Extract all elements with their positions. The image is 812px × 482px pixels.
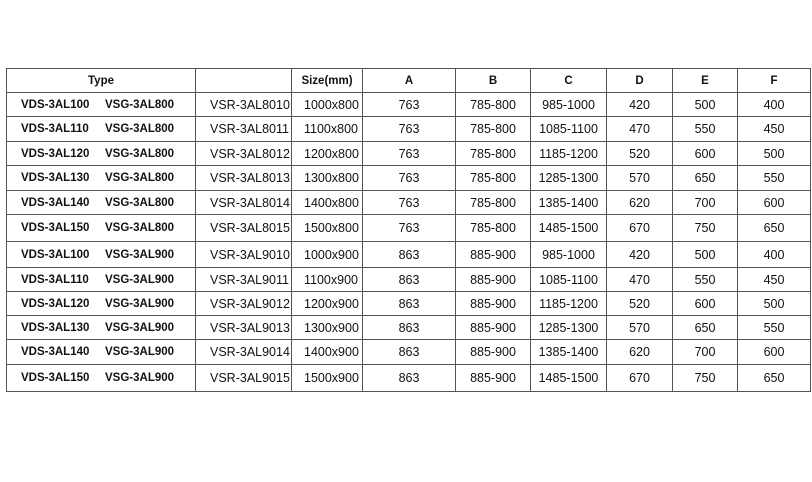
vsr-model: VSR-3AL8015 xyxy=(196,215,292,242)
e-value: 600 xyxy=(673,292,738,316)
header-e: E xyxy=(673,69,738,93)
e-value: 550 xyxy=(673,268,738,292)
size-value: 1200x800 xyxy=(292,142,363,166)
type-cell xyxy=(7,166,196,191)
size-value: 1500x900 xyxy=(292,365,363,392)
c-value: 1385-1400 xyxy=(531,340,607,365)
vds-model: VDS-3AL130 xyxy=(21,321,90,334)
e-value: 700 xyxy=(673,191,738,215)
size-value: 1000x900 xyxy=(292,242,363,268)
vsg-model: VSG-3AL900 xyxy=(105,321,175,334)
b-value: 885-900 xyxy=(456,316,531,340)
e-value: 700 xyxy=(673,340,738,365)
c-value: 1285-1300 xyxy=(531,166,607,191)
vsg-model: VSG-3AL800 xyxy=(105,172,175,184)
f-value: 650 xyxy=(738,365,811,392)
table-row xyxy=(7,316,811,340)
d-value: 520 xyxy=(607,292,673,316)
f-value: 450 xyxy=(738,117,811,142)
header-d: D xyxy=(607,69,673,93)
c-value: 1185-1200 xyxy=(531,142,607,166)
a-value: 763 xyxy=(363,166,456,191)
size-value: 1400x800 xyxy=(292,191,363,215)
d-value: 420 xyxy=(607,93,673,117)
a-value: 763 xyxy=(363,215,456,242)
size-value: 1100x800 xyxy=(292,117,363,142)
table-row xyxy=(7,215,811,242)
a-value: 863 xyxy=(363,242,456,268)
f-value: 500 xyxy=(738,292,811,316)
e-value: 750 xyxy=(673,365,738,392)
vsr-model: VSR-3AL8010 xyxy=(196,93,292,117)
e-value: 550 xyxy=(673,117,738,142)
a-value: 863 xyxy=(363,268,456,292)
type-cell xyxy=(7,316,196,340)
size-value: 1300x900 xyxy=(292,316,363,340)
header-size: Size(mm) xyxy=(292,69,363,93)
b-value: 885-900 xyxy=(456,268,531,292)
c-value: 1285-1300 xyxy=(531,316,607,340)
f-value: 550 xyxy=(738,316,811,340)
c-value: 1485-1500 xyxy=(531,365,607,392)
table-row xyxy=(7,142,811,166)
vds-model: VDS-3AL150 xyxy=(21,222,90,234)
table-row xyxy=(7,166,811,191)
type-cell xyxy=(7,93,196,117)
vsr-model: VSR-3AL9013 xyxy=(196,316,292,340)
type-cell xyxy=(7,117,196,142)
a-value: 763 xyxy=(363,93,456,117)
f-value: 650 xyxy=(738,215,811,242)
a-value: 863 xyxy=(363,365,456,392)
b-value: 785-800 xyxy=(456,93,531,117)
table-row xyxy=(7,191,811,215)
vsr-model: VSR-3AL8011 xyxy=(196,117,292,142)
vsr-model: VSR-3AL8013 xyxy=(196,166,292,191)
d-value: 470 xyxy=(607,268,673,292)
c-value: 1085-1100 xyxy=(531,268,607,292)
vsr-model: VSR-3AL9011 xyxy=(196,268,292,292)
b-value: 785-800 xyxy=(456,191,531,215)
a-value: 763 xyxy=(363,117,456,142)
table-row xyxy=(7,340,811,365)
size-value: 1400x900 xyxy=(292,340,363,365)
vds-model: VDS-3AL110 xyxy=(21,273,89,286)
vds-model: VDS-3AL120 xyxy=(21,297,90,310)
size-value: 1500x800 xyxy=(292,215,363,242)
e-value: 750 xyxy=(673,215,738,242)
b-value: 785-800 xyxy=(456,215,531,242)
d-value: 670 xyxy=(607,215,673,242)
vds-model: VDS-3AL120 xyxy=(21,147,90,160)
vds-model: VDS-3AL140 xyxy=(21,196,90,209)
vsg-model: VSG-3AL900 xyxy=(105,346,175,358)
vds-model: VDS-3AL130 xyxy=(21,172,90,184)
f-value: 500 xyxy=(738,142,811,166)
d-value: 420 xyxy=(607,242,673,268)
spec-table xyxy=(6,68,811,392)
a-value: 863 xyxy=(363,340,456,365)
c-value: 1485-1500 xyxy=(531,215,607,242)
a-value: 863 xyxy=(363,316,456,340)
d-value: 670 xyxy=(607,365,673,392)
vds-model: VDS-3AL140 xyxy=(21,346,90,358)
b-value: 885-900 xyxy=(456,340,531,365)
a-value: 763 xyxy=(363,191,456,215)
table-body xyxy=(7,93,811,392)
vsr-model: VSR-3AL9010 xyxy=(196,242,292,268)
size-value: 1000x800 xyxy=(292,93,363,117)
c-value: 1085-1100 xyxy=(531,117,607,142)
header-a: A xyxy=(363,69,456,93)
vds-model: VDS-3AL100 xyxy=(21,248,90,261)
type-cell xyxy=(7,292,196,316)
vsr-model: VSR-3AL9014 xyxy=(196,340,292,365)
vsg-model: VSG-3AL900 xyxy=(105,248,175,261)
d-value: 520 xyxy=(607,142,673,166)
size-value: 1300x800 xyxy=(292,166,363,191)
a-value: 863 xyxy=(363,292,456,316)
f-value: 600 xyxy=(738,191,811,215)
size-value: 1100x900 xyxy=(292,268,363,292)
table-row xyxy=(7,242,811,268)
header-f: F xyxy=(738,69,811,93)
c-value: 1385-1400 xyxy=(531,191,607,215)
a-value: 763 xyxy=(363,142,456,166)
type-cell xyxy=(7,268,196,292)
b-value: 785-800 xyxy=(456,142,531,166)
header-row xyxy=(7,69,811,93)
table-row xyxy=(7,292,811,316)
vds-model: VDS-3AL110 xyxy=(21,123,89,135)
vds-model: VDS-3AL100 xyxy=(21,98,90,111)
vsg-model: VSG-3AL800 xyxy=(105,98,175,111)
header-model xyxy=(196,69,292,93)
type-cell xyxy=(7,191,196,215)
f-value: 400 xyxy=(738,93,811,117)
header-type: Type xyxy=(7,69,196,93)
b-value: 785-800 xyxy=(456,117,531,142)
vsr-model: VSR-3AL8012 xyxy=(196,142,292,166)
b-value: 885-900 xyxy=(456,292,531,316)
vsg-model: VSG-3AL800 xyxy=(105,222,175,234)
vsg-model: VSG-3AL900 xyxy=(105,372,175,384)
d-value: 570 xyxy=(607,166,673,191)
type-cell xyxy=(7,215,196,242)
d-value: 470 xyxy=(607,117,673,142)
c-value: 1185-1200 xyxy=(531,292,607,316)
table-row xyxy=(7,365,811,392)
vsg-model: VSG-3AL900 xyxy=(105,273,175,286)
type-cell xyxy=(7,365,196,392)
e-value: 650 xyxy=(673,316,738,340)
header-c: C xyxy=(531,69,607,93)
type-cell xyxy=(7,242,196,268)
f-value: 600 xyxy=(738,340,811,365)
table-row xyxy=(7,93,811,117)
f-value: 550 xyxy=(738,166,811,191)
vsg-model: VSG-3AL800 xyxy=(105,123,175,135)
table-row xyxy=(7,117,811,142)
table-header xyxy=(7,69,811,93)
header-b: B xyxy=(456,69,531,93)
vsg-model: VSG-3AL800 xyxy=(105,196,175,209)
d-value: 620 xyxy=(607,340,673,365)
b-value: 785-800 xyxy=(456,166,531,191)
table-row xyxy=(7,268,811,292)
vsg-model: VSG-3AL900 xyxy=(105,297,175,310)
b-value: 885-900 xyxy=(456,242,531,268)
b-value: 885-900 xyxy=(456,365,531,392)
e-value: 600 xyxy=(673,142,738,166)
vsr-model: VSR-3AL9012 xyxy=(196,292,292,316)
type-cell xyxy=(7,142,196,166)
c-value: 985-1000 xyxy=(531,93,607,117)
size-value: 1200x900 xyxy=(292,292,363,316)
f-value: 450 xyxy=(738,268,811,292)
e-value: 650 xyxy=(673,166,738,191)
type-cell xyxy=(7,340,196,365)
d-value: 570 xyxy=(607,316,673,340)
vsr-model: VSR-3AL8014 xyxy=(196,191,292,215)
vds-model: VDS-3AL150 xyxy=(21,372,90,384)
e-value: 500 xyxy=(673,242,738,268)
e-value: 500 xyxy=(673,93,738,117)
vsr-model: VSR-3AL9015 xyxy=(196,365,292,392)
d-value: 620 xyxy=(607,191,673,215)
c-value: 985-1000 xyxy=(531,242,607,268)
f-value: 400 xyxy=(738,242,811,268)
vsg-model: VSG-3AL800 xyxy=(105,147,175,160)
